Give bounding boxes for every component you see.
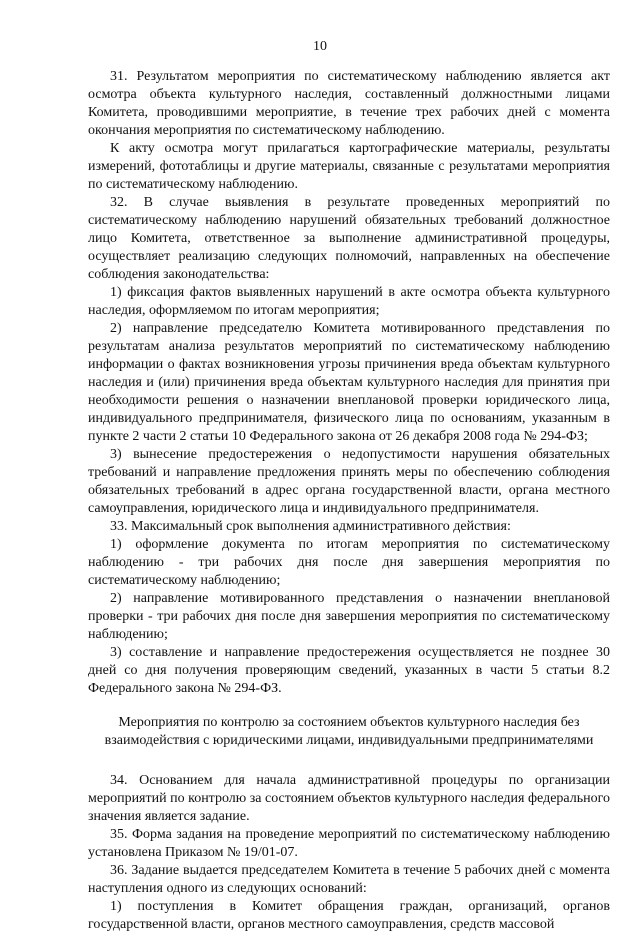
paragraph-33-item-2: 2) направление мотивированного представления о назначении внеплановой проверки - три рабочих дня после дня завершения мероприятия по систематическому наблюдению; [88, 591, 610, 642]
paragraph-attachments: К акту осмотра могут прилагаться картографические материалы, результаты измерений, фототаблицы и другие материалы, связанные с результатами мероприятия по систематическому наблюдению. [88, 141, 610, 192]
page-number: 10 [313, 39, 327, 54]
paragraph-32-item-3: 3) вынесение предостережения о недопустимости нарушения обязательных требований и направление предложения принять меры по обеспечению соблюдения обязательных требований в адрес органа государственной власти, органа местного самоуправления, юридического лица и индивидуального предпринимателя. [88, 447, 610, 516]
document-body [88, 68, 610, 934]
section-heading: Мероприятия по контролю за состоянием объектов культурного наследия без взаимодействия с юридическими лицами, индивидуальными предпринимателями [104, 715, 594, 748]
paragraph-34: 34. Основанием для начала административной процедуры по организации мероприятий по контролю за состоянием объектов культурного наследия федерального значения является задание. [88, 773, 610, 824]
paragraph-32-item-1: 1) фиксация фактов выявленных нарушений в акте осмотра объекта культурного наследия, оформляемом по итогам мероприятия; [88, 285, 610, 318]
paragraph-31: 31. Результатом мероприятия по систематическому наблюдению является акт осмотра объекта культурного наследия, составленный должностными лицами Комитета, проводившими мероприятие, в течение трех рабочих дней с момента окончания мероприятия по систематическому наблюдению. [88, 69, 610, 138]
paragraph-33-item-1: 1) оформление документа по итогам мероприятия по систематическому наблюдению - три рабочих дня после дня завершения мероприятия по систематическому наблюдению; [88, 537, 610, 588]
paragraph-33-item-3: 3) составление и направление предостережения осуществляется не позднее 30 дней со дня получения проверяющим сведений, указанных в части 5 статьи 8.2 Федерального закона № 294-ФЗ. [88, 645, 610, 696]
paragraph-32: 32. В случае выявления в результате проведенных мероприятий по систематическому наблюдению нарушений обязательных требований должностное лицо Комитета, ответственное за выполнение административной процедуры, осуществляет реализацию следующих полномочий, направленных на обеспечение соблюдения законодательства: [88, 195, 610, 282]
paragraph-36-item-1: 1) поступления в Комитет обращения граждан, организаций, органов государственной власти, органов местного самоуправления, средств массовой [88, 899, 610, 932]
paragraph-33: 33. Максимальный срок выполнения административного действия: [110, 519, 511, 534]
paragraph-36: 36. Задание выдается председателем Комитета в течение 5 рабочих дней с момента наступления одного из следующих оснований: [88, 863, 610, 896]
paragraph-32-item-2: 2) направление председателю Комитета мотивированного представления по результатам анализа результатов мероприятий по систематическому наблюдению информации о фактах возникновения угрозы причинения вреда объектам культурного наследия и (или) причинения вреда объектам культурного наследия для принятия при необходимости решения о назначении внеплановой проверки юридического лица, индивидуального предпринимателя, физического лица по основаниям, указанным в пункте 2 части 2 статьи 10 Федерального закона от 26 декабря 2008 года № 294-ФЗ; [88, 321, 610, 444]
paragraph-35: 35. Форма задания на проведение мероприятий по систематическому наблюдению установлена Приказом № 19/01-07. [88, 827, 610, 860]
